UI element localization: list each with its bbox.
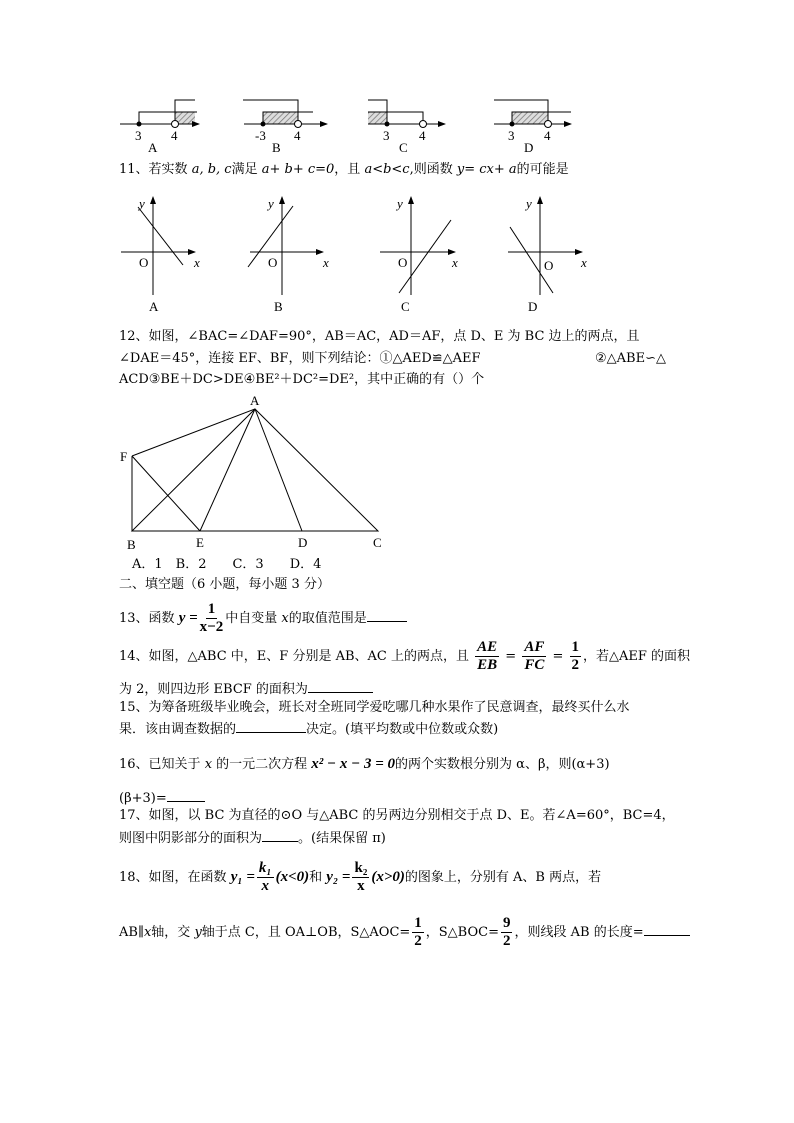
svg-text:x: x xyxy=(452,255,458,270)
svg-text:D: D xyxy=(298,535,308,550)
numberline-c xyxy=(368,100,445,155)
svg-text:B: B xyxy=(272,140,281,155)
question-17-line1: 17、如图，以 BC 为直径的⊙O 与△ABC 的另两边分别相交于点 D、E。若∠A=60°，BC=4， xyxy=(119,808,675,823)
answer-blank[interactable] xyxy=(367,609,407,622)
svg-text:x: x xyxy=(323,255,329,270)
numberline-b xyxy=(243,100,327,155)
answer-blank[interactable] xyxy=(308,680,373,693)
svg-text:y: y xyxy=(526,196,532,211)
graph-c xyxy=(380,196,458,314)
graph-d xyxy=(508,196,587,314)
graph-a xyxy=(121,196,200,314)
question-15-line1: 15、为筹备班级毕业晚会，班长对全班同学爱吃哪几种水果作了民意调查，最终买什么水 xyxy=(119,700,630,715)
question-11: 11、若实数 a, b, c满足 a+ b+ c=0，且 a<b<c,则函数 y= cx+ a的可能是 xyxy=(119,162,569,177)
question-14-line2: 为 2，则四边形 EBCF 的面积为 xyxy=(119,680,373,698)
answer-blank[interactable] xyxy=(236,720,306,733)
question-12-line1: 12、如图，∠BAC=∠DAF=90°，AB＝AC，AD＝AF，点 D、E 为 BC 边上的两点，且 xyxy=(119,329,640,344)
svg-text:4: 4 xyxy=(419,128,426,143)
svg-text:B: B xyxy=(127,537,136,552)
svg-text:O: O xyxy=(139,255,149,270)
svg-text:D: D xyxy=(524,140,534,155)
svg-text:y: y xyxy=(397,196,403,211)
question-12-options: A．1 B．2 C．3 D．4 xyxy=(132,557,322,572)
question-18-line2: AB∥x轴，交 y轴于点 C，且 OA⊥OB，S△AOC= $\frac{1}{2}$ ，S△BOC= $\frac{9}{2}$ ，则线段 AB 的长度= xyxy=(119,915,690,951)
graph-b xyxy=(248,196,329,314)
svg-text:A: A xyxy=(148,140,158,155)
answer-blank[interactable] xyxy=(167,789,205,802)
svg-text:4: 4 xyxy=(294,128,301,143)
answer-blank[interactable] xyxy=(262,829,298,842)
svg-text:E: E xyxy=(196,535,204,550)
question-13: 13、函数 y = $\frac{1}{x-2}$ 中自变量 x的取值范围是 xyxy=(119,600,407,637)
svg-text:C: C xyxy=(373,535,382,550)
svg-text:A: A xyxy=(250,393,260,408)
svg-text:4: 4 xyxy=(171,128,178,143)
svg-text:O: O xyxy=(398,255,408,270)
question-12-line2b: ②△ABE∽△ xyxy=(595,351,666,366)
question-15-line2: 果．该由调查数据的 决定。(填平均数或中位数或众数) xyxy=(119,722,499,737)
svg-text:x: x xyxy=(581,255,587,270)
question-16-line2: (β+3)= xyxy=(119,789,205,807)
question-16: 16、已知关于 x 的一元二次方程 x² − x − 3 = 0的两个实数根分别为 α、β，则(α+3) xyxy=(119,756,610,772)
svg-text:x: x xyxy=(194,255,200,270)
triangle-figure xyxy=(120,393,382,552)
svg-text:y: y xyxy=(139,196,145,211)
numberline-d xyxy=(494,100,571,155)
answer-blank[interactable] xyxy=(644,923,690,936)
question-17-line2: 则图中阴影部分的面积为 。(结果保留 π) xyxy=(119,831,386,846)
svg-text:y: y xyxy=(268,196,274,211)
question-12-line2: ∠DAE＝45°，连接 EF、BF，则下列结论：①△AED≌△AEF xyxy=(119,351,481,366)
svg-text:B: B xyxy=(274,299,283,314)
svg-text:3: 3 xyxy=(383,128,390,143)
svg-text:D: D xyxy=(528,299,538,314)
svg-text:C: C xyxy=(399,140,408,155)
question-12-line3: ACD③BE＋DC>DE④BE²＋DC²=DE²，其中正确的有（）个 xyxy=(119,372,485,387)
svg-text:F: F xyxy=(120,449,128,464)
question-14: 14、如图，△ABC 中，E、F 分别是 AB、AC 上的两点，且 $\frac{AE}{EB}$ = $\frac{AF}{FC}$ = $\frac{1}{2}$ ，若△AEF 的面积 xyxy=(119,639,691,673)
svg-text:3: 3 xyxy=(135,128,142,143)
question-18: 18、如图，在函数 y₁ = $\frac{\text{k₁}}{x}$ (x<0)和 y₂ = $\frac{\text{k₂}}{x}$ (x>0)的图象上，分别有 A、B 两点，若 xyxy=(119,860,602,894)
svg-text:A: A xyxy=(149,299,159,314)
svg-text:O: O xyxy=(268,255,278,270)
svg-text:3: 3 xyxy=(508,128,515,143)
section-heading: 二、填空题（6 小题，每小题 3 分） xyxy=(119,577,330,592)
svg-text:C: C xyxy=(401,299,410,314)
svg-text:O: O xyxy=(544,258,554,273)
numberline-a xyxy=(120,100,199,155)
svg-text:4: 4 xyxy=(544,128,551,143)
svg-text:-3: -3 xyxy=(255,128,266,143)
